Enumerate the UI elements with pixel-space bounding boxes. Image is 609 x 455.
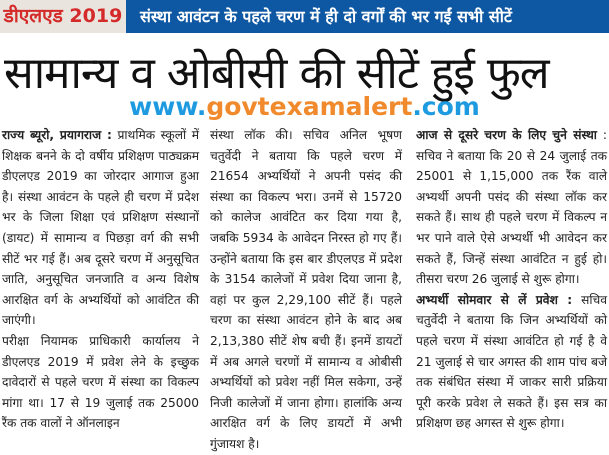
paragraph-text: सचिव चतुर्वेदी ने बताया कि जिन अभ्यर्थियों को पहले चरण में संस्था आवंटित हो गई है वे 21 जुलाई से चार अगस्त की शाम पांच बजे तक संबंधित संस्था में जाकर सारी प्रक्रिया पूरी करके प्रवेश ले सकते हैं। इस सत्र का प्रशिक्षण छह अगस्त से शुरू होगा। — [416, 292, 607, 431]
article-body — [0, 125, 609, 455]
subheading: आज से दूसरे चरण के लिए चुने संस्था — [416, 128, 597, 142]
main-headline: सामान्य व ओबीसी की सीटें हुई फुल — [4, 48, 549, 99]
paragraph — [2, 125, 199, 331]
dateline: राज्य ब्यूरो, प्रयागराज : — [2, 128, 112, 142]
top-banner — [0, 0, 609, 33]
watermark-suffix: .com — [412, 92, 480, 121]
paragraph — [416, 125, 607, 290]
paragraph: परीक्षा नियामक प्राधिकारी कार्यालय ने डीएलएड 2019 में प्रवेश लेने के इच्छुक दावेदारों से पहले चरण में संस्था का विकल्प मांगा था। 17 से 19 जुलाई तक 25000 रैंक तक वालों ने ऑनलाइन — [2, 333, 199, 431]
paragraph — [416, 290, 607, 434]
watermark-domain: govtexamalert — [206, 92, 413, 121]
paragraph: संस्था लॉक की। सचिव अनिल भूषण चतुर्वेदी ने बताया कि पहले चरण में 21654 अभ्यर्थियों ने अपनी पसंद की संस्था का विकल्प भरा। उनमें से 15720 को कालेज आवंटित कर दिया गया है, जबकि 5934 के आवेदन निरस्त हो गए हैं। उन्होंने बताया कि इस बार डीएलएड में प्रदेश के 3154 कालेजों में प्रवेश दिया जाना है, वहां पर कुल 2,29,100 सीटें हैं। पहले चरण का संस्था आवंटन होने के बाद अब 2,13,380 सीटें शेष बची हैं। इनमें डायटों में अब अगले चरणों में सामान्य व ओबीसी अभ्यर्थियों को प्रवेश नहीं मिल सकेगा, उन्हें निजी कालेजों में जाना होगा। हालांकि अन्य आरक्षित वर्ग के लिए डायटों में अभी गुंजायश है। — [210, 128, 402, 451]
article-column-3 — [406, 125, 609, 455]
strap-headline: संस्था आवंटन के पहले चरण में ही दो वर्गों की भर गईं सभी सीटें — [126, 0, 609, 33]
article-column-2 — [203, 125, 406, 455]
subheading: अभ्यर्थी सोमवार से लें प्रवेश : — [416, 292, 573, 307]
section-kicker: डीएलएड 2019 — [0, 0, 126, 33]
watermark-prefix: www. — [129, 92, 207, 121]
watermark — [0, 93, 609, 121]
paragraph-text: प्राथमिक स्कूलों में शिक्षक बनने के दो वर्षीय प्रशिक्षण पाठ्यक्रम डीएलएड 2019 का जोरदार आगाज हुआ है। संस्था आवंटन के पहले ही चरण में प्रदेश भर के जिला शिक्षा एवं प्रशिक्षण संस्थानों (डायट) में सामान्य व पिछड़ा वर्ग की सभी सीटें भर गई हैं। अब दूसरे चरण में अनुसूचित जाति, अनुसूचित जनजाति व अन्य विशेष आरक्षित वर्ग के अभ्यर्थियों को आवंटित की जाएंगी। — [2, 128, 199, 328]
paragraph-text: : सचिव ने बताया कि 20 से 24 जुलाई तक 25001 से 1,15,000 तक रैंक वाले अभ्यर्थी अपनी पसंद की संस्था लॉक कर सकते हैं। साथ ही पहले चरण में विकल्प न भर पाने वाले ऐसे अभ्यर्थी भी आवेदन कर सकते हैं, जिन्हें संस्था आवंटित न हुई हो। तीसरा चरण 26 जुलाई से शुरू होगा। — [416, 128, 608, 287]
article-column-1 — [0, 125, 203, 455]
